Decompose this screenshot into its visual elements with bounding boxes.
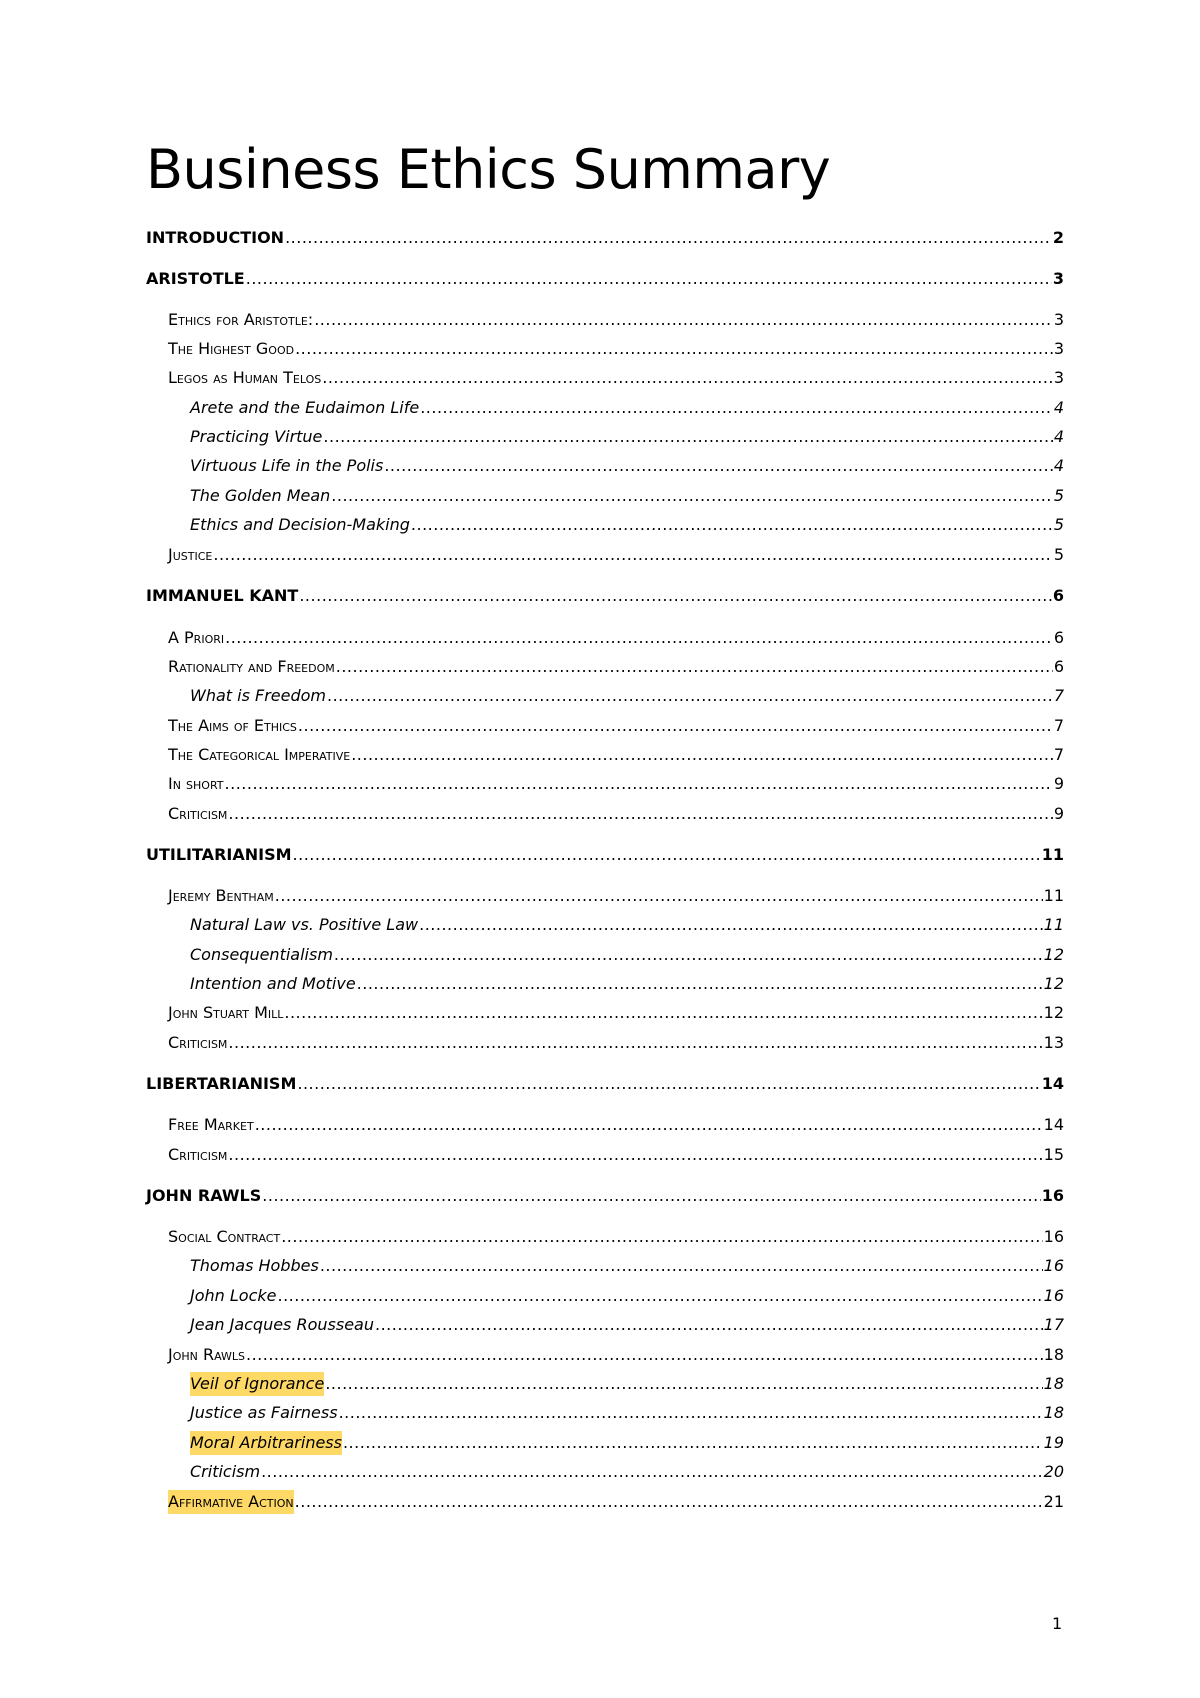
dot-leader <box>322 366 1053 390</box>
toc-entry-jeremy-bentham[interactable] <box>168 884 1064 908</box>
dot-leader <box>228 1143 1042 1167</box>
toc-entry-text: The Categorical Imperative <box>168 745 351 764</box>
toc-entry-rationality-freedom[interactable] <box>168 655 1064 679</box>
toc-entry-text: The Aims of Ethics <box>168 716 297 735</box>
toc-entry-john-rawls-section[interactable] <box>146 1184 1064 1208</box>
toc-entry-text: Criticism <box>168 804 228 823</box>
toc-entry-aristotle[interactable] <box>146 267 1064 291</box>
toc-entry-page: 11 <box>1041 845 1064 864</box>
toc-entry-page: 5 <box>1053 515 1064 534</box>
toc-entry-libertarianism-criticism[interactable] <box>168 1143 1064 1167</box>
toc-entry-text: Criticism <box>168 1033 228 1052</box>
toc-entry-page: 3 <box>1052 269 1064 288</box>
toc-entry-page: 11 <box>1043 915 1064 934</box>
toc-entry-text-highlighted: Affirmative Action <box>168 1490 294 1514</box>
toc-entry-highest-good[interactable] <box>168 337 1064 361</box>
toc-entry-page: 16 <box>1043 1227 1064 1246</box>
toc-entry-john-rawls[interactable] <box>168 1343 1064 1367</box>
dot-leader <box>277 1284 1042 1308</box>
toc-entry-text: Criticism <box>168 1145 228 1164</box>
toc-entry-page: 12 <box>1043 1003 1064 1022</box>
dot-leader <box>261 1460 1043 1484</box>
toc-entry-text: Consequentialism <box>190 945 333 964</box>
dot-leader <box>419 913 1043 937</box>
dot-leader <box>284 1001 1042 1025</box>
toc-entry-page: 14 <box>1041 1074 1064 1093</box>
dot-leader <box>246 1343 1043 1367</box>
toc-entry-justice-as-fairness[interactable] <box>190 1401 1064 1425</box>
toc-entry-text: Intention and Motive <box>190 974 356 993</box>
toc-entry-text: IMMANUEL KANT <box>146 586 299 605</box>
toc-entry-free-market[interactable] <box>168 1113 1064 1137</box>
toc-entry-text: John Stuart Mill <box>168 1003 284 1022</box>
toc-entry-page: 18 <box>1043 1374 1064 1393</box>
dot-leader <box>298 714 1053 738</box>
toc-entry-in-short[interactable] <box>168 772 1064 796</box>
toc-entry-categorical-imperative[interactable] <box>168 743 1064 767</box>
dot-leader <box>314 308 1053 332</box>
toc-entry-page: 16 <box>1041 1186 1064 1205</box>
toc-entry-text: Justice as Fairness <box>190 1403 338 1422</box>
toc-entry-page: 18 <box>1043 1345 1064 1364</box>
dot-leader <box>225 772 1053 796</box>
toc-entry-page: 6 <box>1053 657 1064 676</box>
toc-entry-page: 9 <box>1053 774 1064 793</box>
toc-entry-text: ARISTOTLE <box>146 269 245 288</box>
toc-entry-page: 19 <box>1043 1433 1064 1452</box>
toc-entry-text: UTILITARIANISM <box>146 845 292 864</box>
toc-entry-page: 11 <box>1043 886 1064 905</box>
toc-entry-text: The Golden Mean <box>190 486 331 505</box>
dot-leader <box>411 513 1053 537</box>
toc-entry-page: 13 <box>1043 1033 1064 1052</box>
dot-leader <box>285 226 1052 250</box>
dot-leader <box>331 484 1053 508</box>
toc-entry-veil-of-ignorance[interactable] <box>190 1372 1064 1396</box>
toc-entry-arete[interactable] <box>190 396 1064 420</box>
dot-leader <box>295 337 1053 361</box>
dot-leader <box>213 543 1052 567</box>
dot-leader <box>339 1401 1043 1425</box>
toc-entry-aims-of-ethics[interactable] <box>168 714 1064 738</box>
toc-entry-page: 15 <box>1043 1145 1064 1164</box>
toc-entry-text: A Priori <box>168 628 225 647</box>
toc-entry-text: Ethics and Decision-Making <box>190 515 410 534</box>
toc-entry-john-locke[interactable] <box>190 1284 1064 1308</box>
toc-entry-what-is-freedom[interactable] <box>190 684 1064 708</box>
toc-entry-practicing-virtue[interactable] <box>190 425 1064 449</box>
toc-entry-text: Free Market <box>168 1115 254 1134</box>
toc-entry-text: Criticism <box>190 1462 261 1481</box>
toc-entry-text: Thomas Hobbes <box>190 1256 319 1275</box>
dot-leader <box>295 1490 1043 1514</box>
toc-entry-text: Jeremy Bentham <box>168 886 274 905</box>
toc-entry-text: Social Contract <box>168 1227 281 1246</box>
toc-entry-page: 7 <box>1053 716 1064 735</box>
toc-entry-text: Arete and the Eudaimon Life <box>190 398 420 417</box>
dot-leader <box>255 1113 1043 1137</box>
toc-entry-text: Justice <box>168 545 213 564</box>
dot-leader <box>262 1184 1040 1208</box>
toc-entry-ethics-for-aristotle[interactable] <box>168 308 1064 332</box>
toc-entry-utilitarianism[interactable] <box>146 843 1064 867</box>
toc-entry-text: The Highest Good <box>168 339 295 358</box>
dot-leader <box>246 267 1052 291</box>
toc-entry-affirmative-action[interactable] <box>168 1490 1064 1514</box>
toc-entry-page: 5 <box>1053 486 1064 505</box>
toc-entry-text-highlighted: Veil of Ignorance <box>190 1372 324 1396</box>
toc-entry-page: 2 <box>1052 228 1064 247</box>
toc-entry-text: Rationality and Freedom <box>168 657 335 676</box>
toc-entry-social-contract[interactable] <box>168 1225 1064 1249</box>
toc-entry-intention-motive[interactable] <box>190 972 1064 996</box>
dot-leader <box>281 1225 1042 1249</box>
toc-entry-text: JOHN RAWLS <box>146 1186 262 1205</box>
toc-entry-text: Virtuous Life in the Polis <box>190 456 384 475</box>
toc-entry-page: 4 <box>1053 456 1064 475</box>
toc-entry-thomas-hobbes[interactable] <box>190 1254 1064 1278</box>
dot-leader <box>336 655 1053 679</box>
dot-leader <box>225 626 1053 650</box>
dot-leader <box>375 1313 1043 1337</box>
toc-entry-page: 3 <box>1053 310 1064 329</box>
toc-entry-virtuous-life[interactable] <box>190 454 1064 478</box>
toc-entry-page: 17 <box>1043 1315 1064 1334</box>
toc-entry-text: In short <box>168 774 224 793</box>
dot-leader <box>357 972 1043 996</box>
dot-leader <box>343 1431 1043 1455</box>
dot-leader <box>228 1031 1042 1055</box>
toc-entry-text: What is Freedom <box>190 686 326 705</box>
toc-entry-text: Legos as Human Telos <box>168 368 322 387</box>
dot-leader <box>320 1254 1043 1278</box>
toc-entry-text: John Rawls <box>168 1345 245 1364</box>
toc-entry-text: Jean Jacques Rousseau <box>190 1315 374 1334</box>
dot-leader <box>327 684 1053 708</box>
toc-entry-page: 16 <box>1043 1286 1064 1305</box>
toc-entry-libertarianism[interactable] <box>146 1072 1064 1096</box>
toc-entry-page: 16 <box>1043 1256 1064 1275</box>
toc-entry-page: 6 <box>1053 628 1064 647</box>
toc-entry-page: 4 <box>1053 398 1064 417</box>
dot-leader <box>351 743 1053 767</box>
dot-leader <box>323 425 1052 449</box>
toc-entry-page: 21 <box>1043 1492 1064 1511</box>
toc-entry-text: Natural Law vs. Positive Law <box>190 915 419 934</box>
toc-entry-page: 5 <box>1053 545 1064 564</box>
toc-entry-utilitarianism-criticism[interactable] <box>168 1031 1064 1055</box>
toc-entry-page: 18 <box>1043 1403 1064 1422</box>
toc-entry-text: LIBERTARIANISM <box>146 1074 297 1093</box>
toc-entry-page: 3 <box>1053 339 1064 358</box>
toc-entry-page: 7 <box>1053 686 1064 705</box>
toc-entry-text: INTRODUCTION <box>146 228 285 247</box>
toc-entry-page: 9 <box>1053 804 1064 823</box>
document-title: Business Ethics Summary <box>146 138 831 201</box>
toc-entry-rousseau[interactable] <box>190 1313 1064 1337</box>
toc-entry-justice[interactable] <box>168 543 1064 567</box>
toc-entry-text-highlighted: Moral Arbitrariness <box>190 1431 342 1455</box>
toc-entry-consequentialism[interactable] <box>190 943 1064 967</box>
toc-entry-kant-criticism[interactable] <box>168 802 1064 826</box>
toc-entry-page: 3 <box>1053 368 1064 387</box>
toc-entry-rawls-criticism[interactable] <box>190 1460 1064 1484</box>
dot-leader <box>420 396 1053 420</box>
toc-entry-text: Ethics for Aristotle: <box>168 310 314 329</box>
dot-leader <box>297 1072 1040 1096</box>
toc-entry-page: 4 <box>1053 427 1064 446</box>
toc-entry-moral-arbitrariness[interactable] <box>190 1431 1064 1455</box>
toc-entry-text: Practicing Virtue <box>190 427 323 446</box>
dot-leader <box>299 584 1052 608</box>
toc-entry-introduction[interactable] <box>146 226 1064 250</box>
toc-entry-text: John Locke <box>190 1286 277 1305</box>
toc-entry-page: 12 <box>1043 974 1064 993</box>
toc-entry-page: 20 <box>1043 1462 1064 1481</box>
toc-entry-golden-mean[interactable] <box>190 484 1064 508</box>
dot-leader <box>275 884 1043 908</box>
toc-entry-immanuel-kant[interactable] <box>146 584 1064 608</box>
toc-entry-natural-law[interactable] <box>190 913 1064 937</box>
toc-entry-page: 7 <box>1053 745 1064 764</box>
toc-entry-ethics-decision-making[interactable] <box>190 513 1064 537</box>
toc-entry-a-priori[interactable] <box>168 626 1064 650</box>
dot-leader <box>334 943 1043 967</box>
dot-leader <box>325 1372 1042 1396</box>
page-number: 1 <box>1052 1614 1063 1633</box>
toc-entry-page: 14 <box>1043 1115 1064 1134</box>
dot-leader <box>228 802 1052 826</box>
toc-entry-john-stuart-mill[interactable] <box>168 1001 1064 1025</box>
dot-leader <box>293 843 1041 867</box>
dot-leader <box>384 454 1052 478</box>
toc-entry-page: 6 <box>1052 586 1064 605</box>
toc-entry-legos-as-human-telos[interactable] <box>168 366 1064 390</box>
toc-entry-page: 12 <box>1043 945 1064 964</box>
